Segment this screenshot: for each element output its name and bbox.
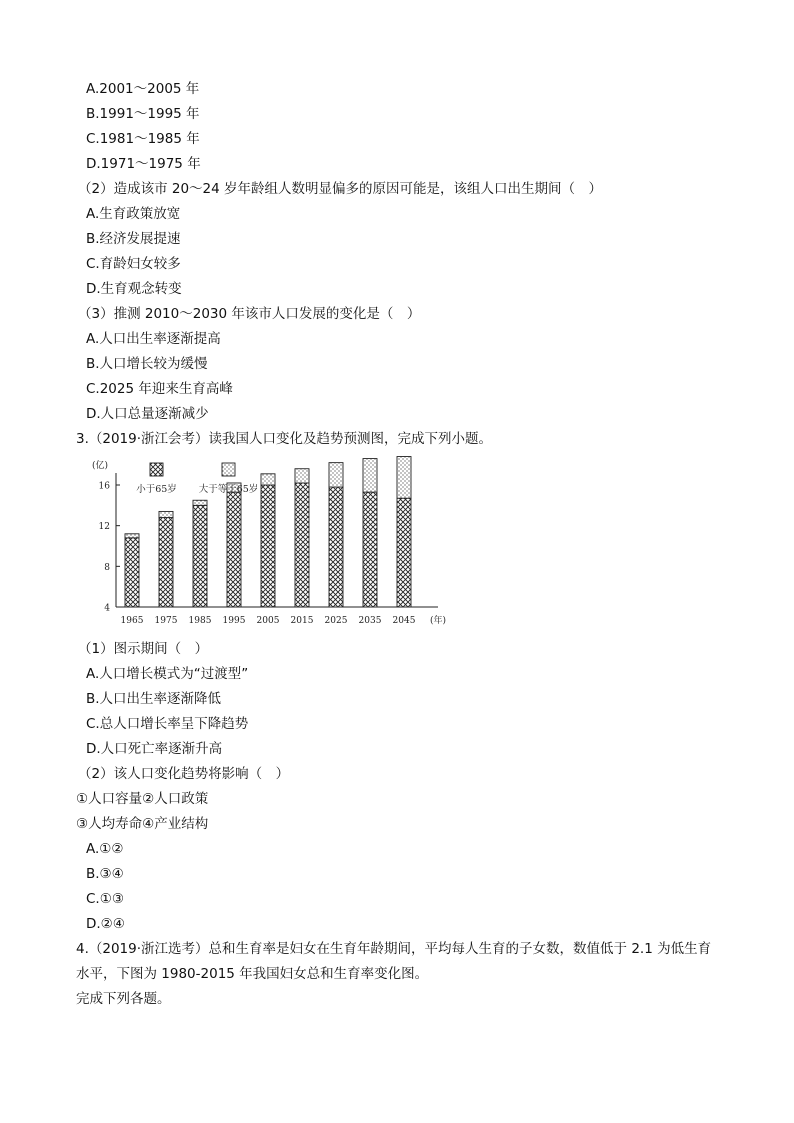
q3-sub1-stem: （1）图示期间（ ）: [78, 641, 209, 657]
q2-option-a: A.生育政策放宽: [86, 206, 181, 222]
q3-sub2-option-c: C.①③: [86, 891, 124, 907]
q3-sub1-option-d: D.人口死亡率逐渐升高: [86, 741, 223, 757]
question4-stem-line1: 4.（2019·浙江选考）总和生育率是妇女在生育年龄期间，平均每人生育的子女数，数值低于 2.1 为低生育: [76, 941, 712, 957]
q3-sub1-option-a: A.人口增长模式为“过渡型”: [86, 666, 249, 682]
bar-65-and-over: [261, 474, 275, 485]
bar-65-and-over: [159, 511, 173, 517]
bar-under-65: [159, 518, 173, 607]
legend-swatch-65-and-over: [222, 463, 235, 476]
bar-65-and-over: [363, 459, 377, 493]
x-tick-label: 1965: [120, 616, 144, 626]
y-tick-label: 12: [98, 522, 110, 533]
bar-under-65: [193, 505, 207, 607]
option-c: C.1981～1985 年: [86, 131, 200, 147]
q2-option-b: B.经济发展提速: [86, 231, 181, 247]
y-tick-label: 4: [104, 603, 110, 614]
q3-sub2-item-line2: ③人均寿命④产业结构: [76, 816, 209, 832]
q3-sub2-option-d: D.②④: [86, 916, 125, 932]
y-axis-label: (亿): [92, 461, 109, 471]
x-tick-label: 2005: [256, 616, 280, 626]
bar-under-65: [125, 538, 139, 607]
y-tick-label: 16: [98, 481, 110, 492]
question4-instruction: 完成下列各题。: [76, 991, 171, 1007]
q3-option-d: D.人口总量逐渐减少: [86, 406, 209, 422]
bar-65-and-over: [193, 500, 207, 505]
bar-under-65: [397, 498, 411, 607]
q2-option-c: C.育龄妇女较多: [86, 256, 181, 272]
bar-65-and-over: [125, 534, 139, 538]
population-chart: [88, 452, 468, 634]
x-tick-label: 2015: [290, 616, 314, 626]
q3-option-c: C.2025 年迎来生育高峰: [86, 381, 233, 397]
q3-stem: （3）推测 2010～2030 年该市人口发展的变化是（ ）: [78, 306, 421, 322]
bar-under-65: [363, 492, 377, 607]
q2-stem: （2）造成该市 20～24 岁年龄组人数明显偏多的原因可能是，该组人口出生期间（ ）: [78, 181, 603, 197]
legend-swatch-under-65: [150, 463, 163, 476]
question3-stem: 3.（2019·浙江会考）读我国人口变化及趋势预测图，完成下列小题。: [76, 431, 493, 447]
bar-under-65: [329, 487, 343, 607]
legend-label-under-65: 小于65岁: [136, 484, 177, 495]
q3-option-b: B.人口增长较为缓慢: [86, 356, 208, 372]
bar-65-and-over: [329, 463, 343, 487]
q3-option-a: A.人口出生率逐渐提高: [86, 331, 221, 347]
q3-sub1-option-b: B.人口出生率逐渐降低: [86, 691, 222, 707]
x-tick-label: 2045: [392, 616, 416, 626]
q3-sub2-option-b: B.③④: [86, 866, 124, 882]
q3-sub2-stem: （2）该人口变化趋势将影响（ ）: [78, 766, 290, 782]
q2-option-d: D.生育观念转变: [86, 281, 182, 297]
bar-under-65: [261, 485, 275, 607]
x-tick-label: 2035: [358, 616, 382, 626]
option-b: B.1991～1995 年: [86, 106, 200, 122]
option-d: D.1971～1975 年: [86, 156, 201, 172]
bar-under-65: [295, 483, 309, 607]
legend-label-65-and-over: 大于等于65岁: [198, 484, 259, 495]
x-tick-label: 1975: [154, 616, 178, 626]
x-tick-label: 1985: [188, 616, 212, 626]
x-tick-label: 2025: [324, 616, 348, 626]
bar-65-and-over: [397, 457, 411, 499]
bar-65-and-over: [295, 469, 309, 483]
y-tick-label: 8: [104, 562, 110, 573]
x-axis-label: (年): [430, 616, 447, 626]
x-tick-label: 1995: [222, 616, 246, 626]
option-a: A.2001～2005 年: [86, 81, 200, 97]
q3-sub2-item-line1: ①人口容量②人口政策: [76, 791, 209, 807]
q3-sub2-option-a: A.①②: [86, 841, 124, 857]
question4-stem-line2: 水平，下图为 1980-2015 年我国妇女总和生育率变化图。: [76, 966, 429, 982]
q3-sub1-option-c: C.总人口增长率呈下降趋势: [86, 716, 249, 732]
bar-under-65: [227, 492, 241, 607]
